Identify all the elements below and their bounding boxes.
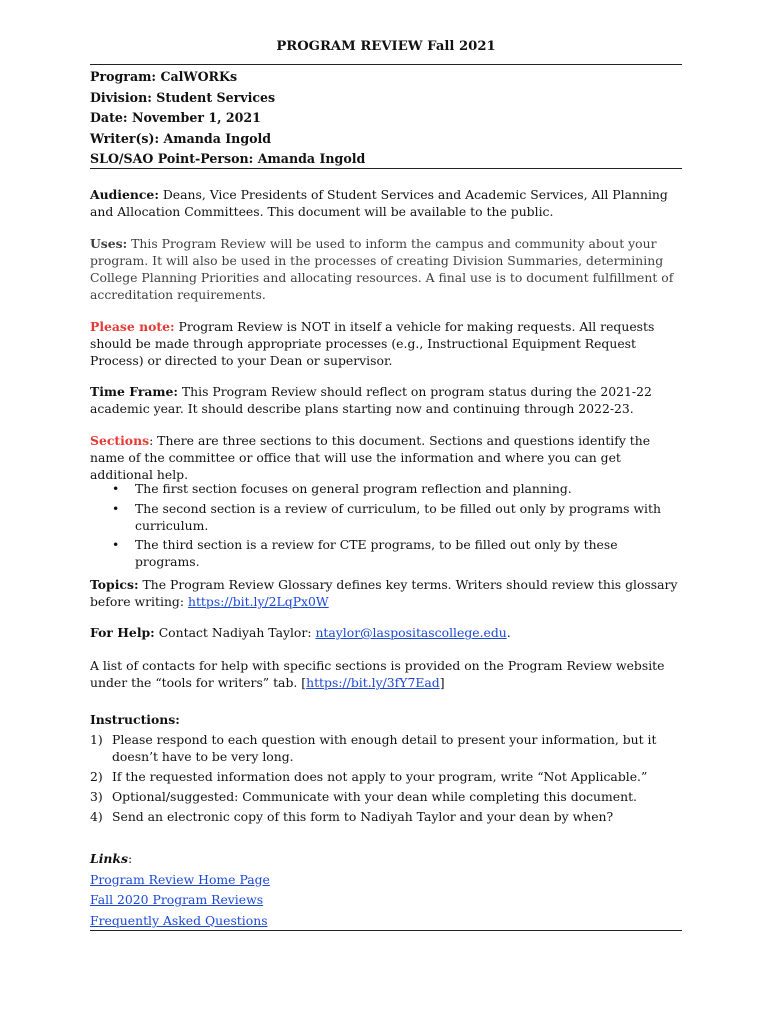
item-number: 4) (90, 809, 103, 824)
list-item (90, 788, 682, 805)
item-text: Please respond to each question with enough detail to present your information, but it doesn’t have to be very long. (112, 732, 657, 764)
header-meta (90, 67, 365, 170)
topics-text: The Program Review Glossary defines key terms. Writers should review this glossary before writing: (90, 577, 678, 609)
contacts-paragraph (90, 657, 682, 691)
list-item (90, 768, 682, 785)
item-number: 3) (90, 789, 103, 804)
timeframe-text: This Program Review should reflect on program status during the 2021-22 academic year. It should describe plans starting now and continuing through 2022-23. (90, 384, 652, 416)
list-item: • The third section is a review for CTE programs, to be filled out only by these programs. (90, 536, 682, 570)
note-label: Please note: (90, 319, 175, 334)
division-line: Division: Student Services (90, 89, 276, 105)
list-item: • The first section focuses on general program reflection and planning. (90, 480, 682, 497)
timeframe-label: Time Frame: (90, 384, 178, 399)
tools-link[interactable]: https://bit.ly/3fY7Ead (306, 675, 440, 690)
audience-label: Audience: (90, 187, 159, 202)
sections-label: Sections (90, 433, 150, 448)
uses-text: This Program Review will be used to inform the campus and community about your program. It will also be used in the processes of creating Division Summaries, determining College Planning Priorities and allocating resources. A final use is to document fulfillment of accreditation requirements. (90, 236, 674, 302)
item-number: 2) (90, 769, 103, 784)
topics-label: Topics: (90, 577, 139, 592)
instructions-section (90, 711, 682, 828)
audience-paragraph (90, 186, 682, 220)
audience-text: Deans, Vice Presidents of Student Services and Academic Services, All Planning and Allocation Committees. This document will be available to the public. (90, 187, 668, 219)
contacts-after: ] (439, 675, 445, 690)
item-text: Send an electronic copy of this form to Nadiyah Taylor and your dean by when? (112, 809, 614, 824)
instructions-list (90, 731, 682, 825)
fall-2020-reviews-link[interactable]: Fall 2020 Program Reviews (90, 892, 264, 908)
help-paragraph (90, 624, 682, 641)
links-heading (90, 849, 270, 870)
help-email-link[interactable]: ntaylor@laspositascollege.edu (315, 625, 507, 640)
help-text: Contact Nadiyah Taylor: (154, 625, 316, 640)
topics-paragraph (90, 576, 682, 610)
list-item (90, 731, 682, 765)
sections-paragraph (90, 432, 682, 483)
links-section (90, 849, 270, 931)
program-line: Program: CalWORKs (90, 69, 238, 84)
help-label: For Help: (90, 625, 155, 640)
list-item: • The second section is a review of curriculum, to be filled out only by programs with curriculum. (90, 500, 682, 534)
help-after: . (506, 625, 511, 640)
list-item (90, 808, 682, 825)
header-bottom-rule (90, 168, 682, 169)
point-person-line: SLO/SAO Point-Person: Amanda Ingold (90, 151, 366, 167)
note-text: Program Review is NOT in itself a vehicle for making requests. All requests should be made through appropriate processes (e.g., Instructional Equipment Request Process) or directed to your Dean or supervisor. (90, 319, 655, 368)
note-paragraph (90, 318, 682, 369)
uses-paragraph (90, 235, 682, 303)
links-colon: : (128, 851, 133, 866)
item-number: 1) (90, 732, 103, 747)
faq-link[interactable]: Frequently Asked Questions (90, 912, 268, 928)
instructions-label: Instructions: (90, 712, 180, 727)
footer-rule (90, 930, 682, 931)
item-text: Optional/suggested: Communicate with your dean while completing this document. (112, 789, 637, 804)
timeframe-paragraph (90, 383, 682, 417)
item-text: If the requested information does not apply to your program, write “Not Applicable.” (112, 769, 648, 784)
page-title: PROGRAM REVIEW Fall 2021 (276, 39, 496, 54)
sections-text: : There are three sections to this document. Sections and questions identify the name of the committee or office that will use the information and where you can get additional help. (90, 433, 651, 482)
header-top-rule (90, 64, 682, 65)
contacts-text: A list of contacts for help with specific sections is provided on the Program Review website under the “tools for writers” tab. [ (90, 658, 665, 690)
date-line: Date: November 1, 2021 (90, 110, 261, 126)
program-review-home-link[interactable]: Program Review Home Page (90, 871, 270, 887)
glossary-link[interactable]: https://bit.ly/2LqPx0W (187, 594, 329, 609)
uses-label: Uses: (90, 236, 128, 251)
writers-line: Writer(s): Amanda Ingold (90, 130, 272, 146)
sections-bullet-list (90, 480, 682, 573)
links-label: Links (90, 851, 128, 866)
